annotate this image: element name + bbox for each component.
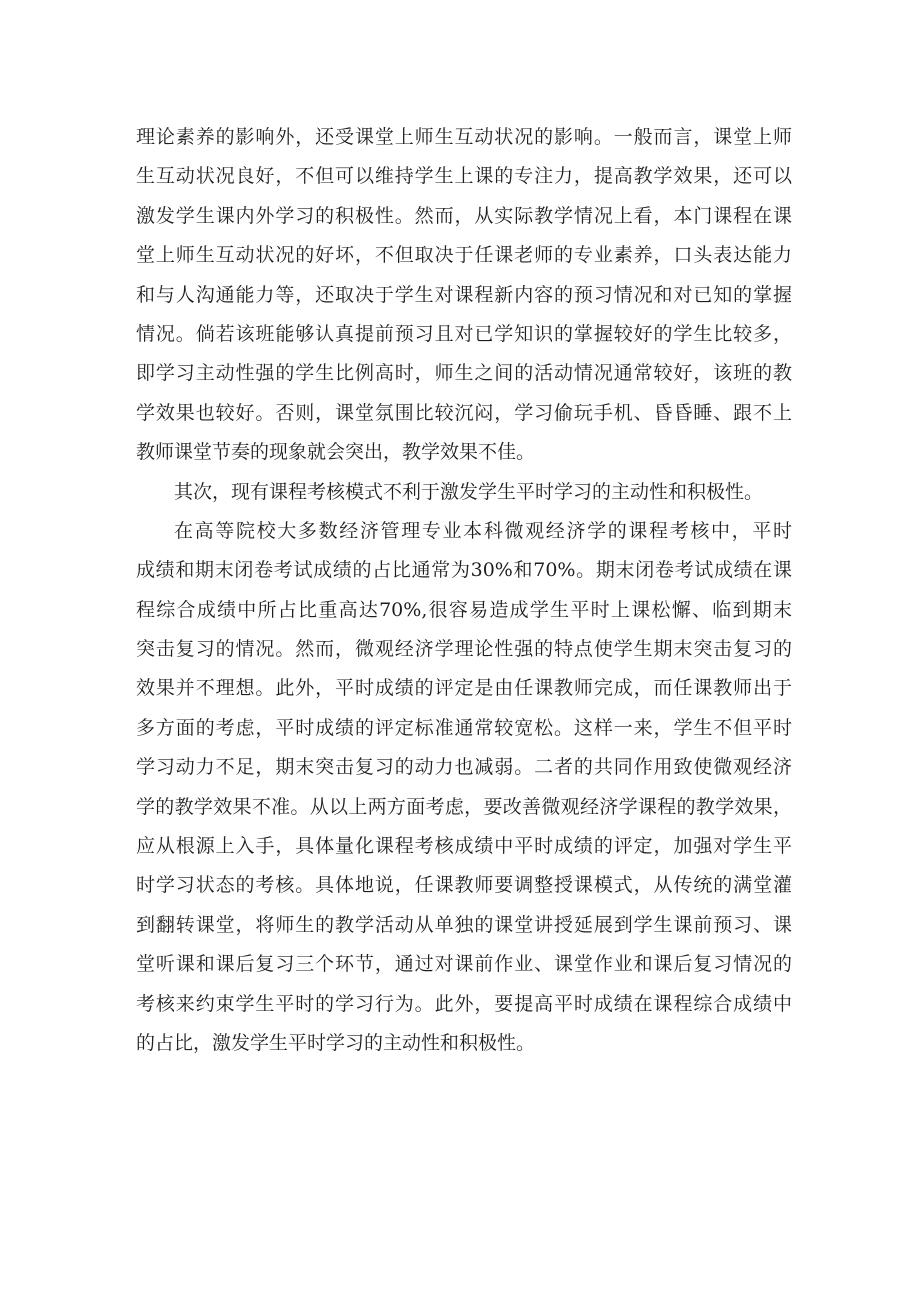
text-line: 情况。倘若该班能够认真提前预习且对已学知识的掌握较好的学生比较多， — [136, 322, 792, 345]
text-line: 即学习主动性强的学生比例高时，师生之间的活动情况通常较好，该班的教 — [136, 362, 792, 385]
text-line: 应从根源上入手，具体量化课程考核成绩中平时成绩的评定，加强对学生平 — [136, 835, 792, 858]
paragraph — [136, 473, 792, 512]
text-line: 程综合成绩中所占比重高达70%,很容易造成学生平时上课松懈、临到期末 — [136, 598, 792, 621]
text-line: 学的教学效果不准。从以上两方面考虑，要改善微观经济学课程的教学效果， — [136, 795, 792, 818]
text-line: 时学习状态的考核。具体地说，任课教师要调整授课模式，从传统的满堂灌 — [136, 874, 792, 897]
text-line: 效果并不理想。此外，平时成绩的评定是由任课教师完成，而任课教师出于 — [136, 677, 792, 700]
text-line: 堂听课和课后复习三个环节，通过对课前作业、课堂作业和课后复习情况的 — [136, 953, 792, 976]
text-line: 考核来约束学生平时的学习行为。此外，要提高平时成绩在课程综合成绩中 — [136, 992, 792, 1015]
text-line: 教师课堂节奏的现象就会突出，教学效果不佳。 — [136, 441, 536, 464]
body-text — [136, 118, 792, 1063]
text-line: 和与人沟通能力等，还取决于学生对课程新内容的预习情况和对已知的掌握 — [136, 283, 792, 306]
text-line: 成绩和期末闭卷考试成绩的占比通常为30%和70%。期末闭卷考试成绩在课 — [136, 559, 792, 582]
text-line: 生互动状况良好，不但可以维持学生上课的专注力，提高教学效果，还可以 — [136, 165, 792, 188]
text-line: 在高等院校大多数经济管理专业本科微观经济学的课程考核中，平时 — [174, 519, 792, 542]
text-line: 堂上师生互动状况的好坏，不但取决于任课老师的专业素养，口头表达能力 — [136, 244, 792, 267]
text-line: 其次，现有课程考核模式不利于激发学生平时学习的主动性和积极性。 — [174, 480, 764, 503]
text-line: 学效果也较好。否则，课堂氛围比较沉闷，学习偷玩手机、昏昏睡、跟不上 — [136, 401, 792, 424]
text-line: 到翻转课堂，将师生的教学活动从单独的课堂讲授延展到学生课前预习、课 — [136, 913, 792, 936]
text-line: 理论素养的影响外，还受课堂上师生互动状况的影响。一般而言，课堂上师 — [136, 126, 792, 148]
text-line: 多方面的考虑，平时成绩的评定标准通常较宽松。这样一来，学生不但平时 — [136, 716, 792, 739]
text-line: 激发学生课内外学习的积极性。然而，从实际教学情况上看，本门课程在课 — [136, 204, 792, 227]
text-line: 学习动力不足，期末突击复习的动力也减弱。二者的共同作用致使微观经济 — [136, 756, 792, 779]
paragraph — [136, 118, 792, 473]
paragraph — [136, 512, 792, 1063]
text-line: 的占比，激发学生平时学习的主动性和积极性。 — [136, 1031, 536, 1054]
text-line: 突击复习的情况。然而，微观经济学理论性强的特点使学生期末突击复习的 — [136, 638, 792, 661]
